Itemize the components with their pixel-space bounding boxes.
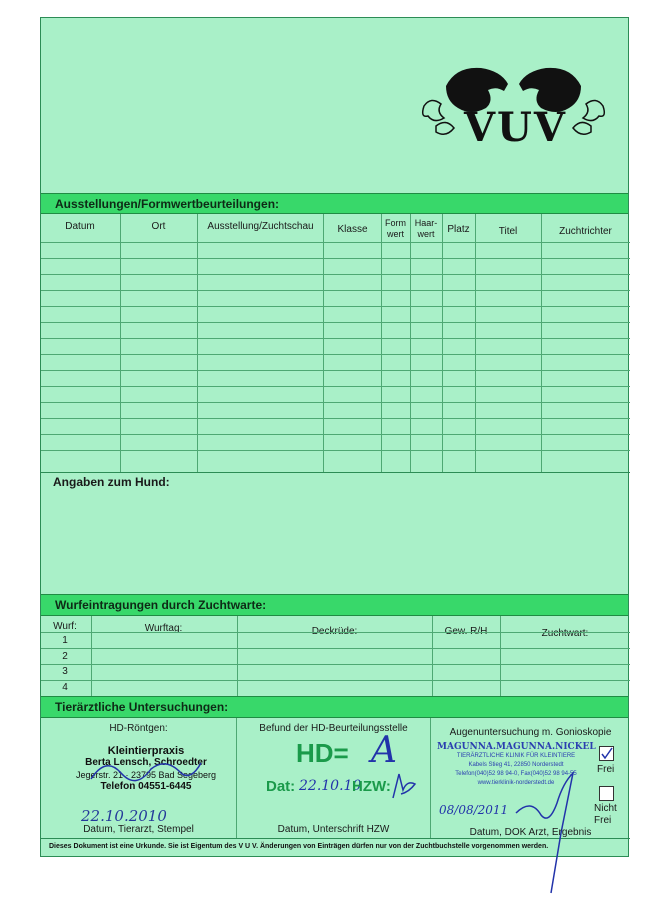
litter-row-2: 2 (62, 651, 68, 662)
hd-xray-header: HD-Röntgen: (109, 723, 168, 734)
hd-xray-stamp-line4: Telefon 04551-6445 (100, 781, 192, 792)
eye-stamp-line4: Telefon(040)52 98 94-0, Fax(040)52 98 94-55 (455, 771, 577, 777)
hzw-label: HZW: (352, 778, 391, 795)
col-deckruede: Deckrüde: (311, 626, 358, 637)
hd-xray-date: 22.10.2010 (81, 807, 167, 825)
hd-xray-stamp-line3: Jegerstr. 21 · 23795 Bad Segeberg (75, 770, 217, 780)
exhibitions-header (41, 193, 628, 214)
pedigree-form-sheet (40, 17, 629, 857)
col-haarwert: Haar-wert (414, 218, 438, 239)
option-not-free-label: Nicht Frei (594, 803, 617, 826)
check-mark-icon (600, 747, 613, 760)
litter-row-1: 1 (62, 635, 68, 646)
col-ort: Ort (151, 221, 166, 232)
col-platz: Platz (447, 224, 470, 235)
vuv-logo (416, 46, 611, 151)
hd-value: A (371, 730, 397, 771)
col-klasse: Klasse (337, 224, 368, 235)
eye-stamp-line5: www.tierklinik-norderstedt.de (477, 780, 555, 786)
eye-stamp-line1: MAGUNNA.MAGUNNA.NICKEL (437, 742, 596, 752)
checkbox-free[interactable] (599, 746, 614, 761)
vet-title: Tierärztliche Untersuchungen: (55, 700, 229, 714)
litter-row-4: 4 (62, 682, 68, 693)
hd-label: HD= (296, 738, 349, 768)
hd-xray-signature-icon (86, 751, 206, 791)
dat-value: 22.10.10 (299, 778, 362, 794)
col-datum: Datum (65, 221, 95, 232)
vet-header (41, 696, 628, 718)
option-free-label: Frei (597, 764, 615, 775)
exhibitions-title: Ausstellungen/Formwertbeurteilungen: (55, 197, 280, 211)
litter-header (41, 594, 628, 616)
col-wurftag: Wurftag: (144, 623, 183, 634)
hzw-signature-icon (389, 770, 419, 802)
col-wurf: Wurf: (53, 621, 77, 632)
hd-xray-stamp-line2: Berta Lensch, Schroedter (85, 757, 207, 768)
col-formwert: Form wert (385, 218, 406, 239)
eye-stamp-line2: TIERÄRZTLICHE KLINIK FÜR KLEINTIERE (456, 753, 576, 759)
eye-exam-date: 08/08/2011 (439, 803, 509, 817)
litter-title: Wurfeintragungen durch Zuchtwarte: (55, 598, 267, 612)
hd-xray-caption: Datum, Tierarzt, Stempel (83, 824, 194, 835)
dat-label: Dat: (266, 778, 296, 795)
logo-text: VUV (464, 104, 567, 151)
col-zuchtrichter: Zuchtrichter (559, 226, 612, 237)
hd-result-header: Befund der HD-Beurteilungsstelle (259, 723, 408, 734)
litter-row-3: 3 (62, 666, 68, 677)
eye-exam-caption: Datum, DOK Arzt, Ergebnis (469, 827, 592, 838)
hd-xray-stamp-line1: Kleintierpraxis (107, 745, 185, 757)
col-ausstellung: Ausstellung/Zuchtschau (207, 221, 314, 232)
footer-notice: Dieses Dokument ist eine Urkunde. Sie ist Eigentum des V U V. Änderungen von Einträgen dürfen nur von der Zuchtbuchstelle vorgenommen werden. (49, 843, 549, 850)
col-gewicht: Gew. R/H (444, 626, 488, 637)
eye-stamp-line3: Kabels Stieg 41, 22850 Norderstedt (468, 762, 564, 768)
checkbox-not-free[interactable] (599, 786, 614, 801)
hd-result-caption: Datum, Unterschrift HZW (277, 824, 390, 835)
dog-info-title: Angaben zum Hund: (53, 475, 170, 489)
col-titel: Titel (498, 226, 518, 237)
eye-exam-header: Augenuntersuchung m. Gonioskopie (449, 727, 612, 738)
col-zuchtwart: Zuchtwart: (541, 628, 589, 639)
